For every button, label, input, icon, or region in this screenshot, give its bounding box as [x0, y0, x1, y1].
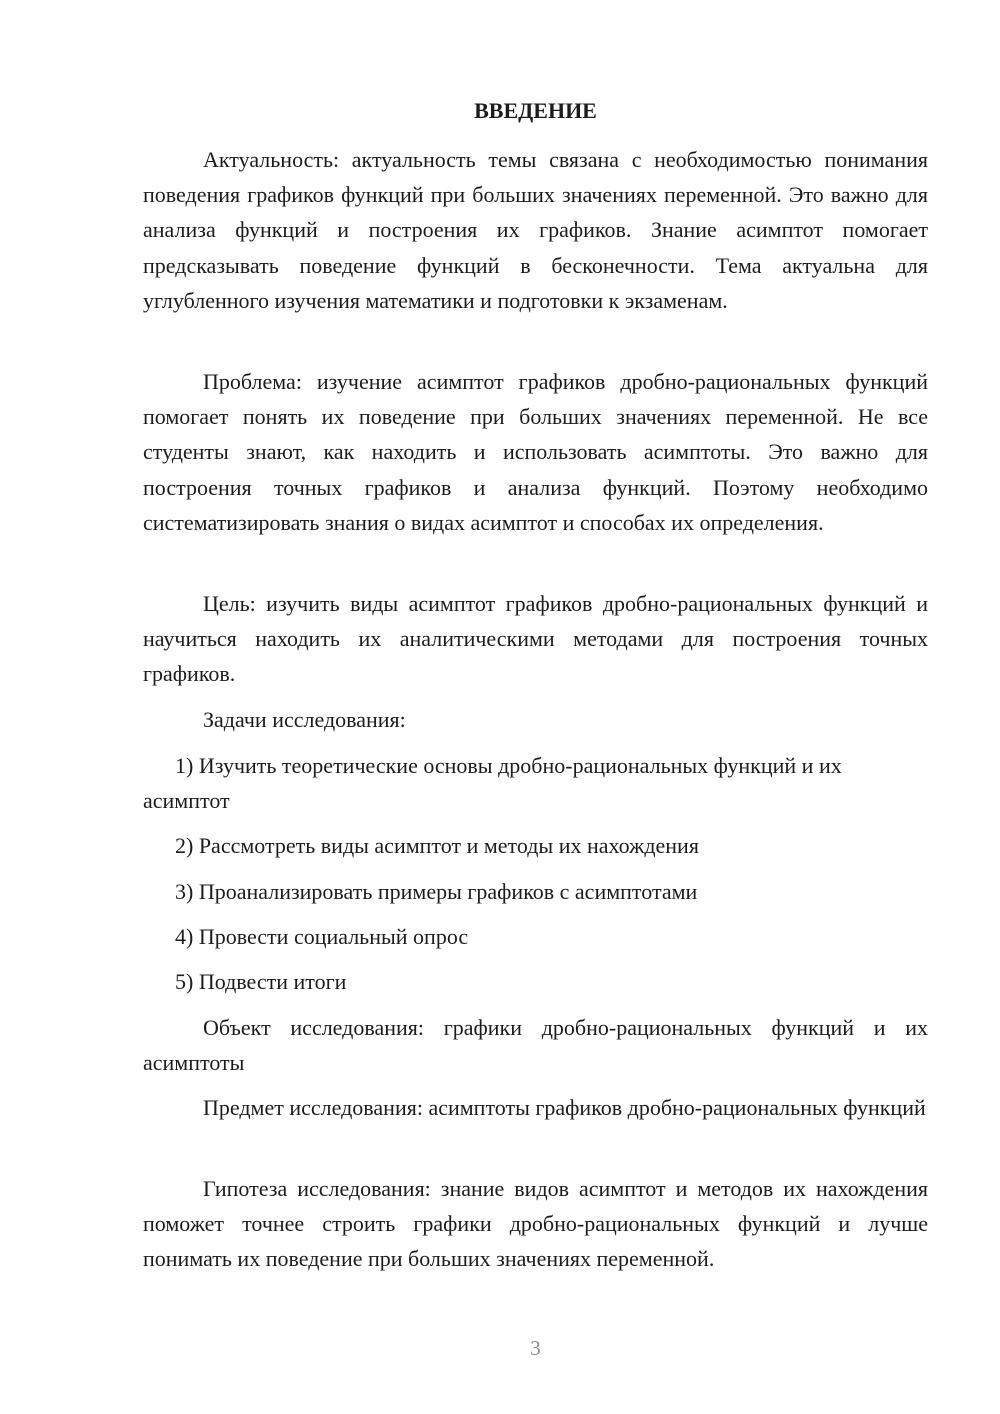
- page-number: 3: [530, 1336, 541, 1360]
- page-title: ВВЕДЕНИЕ: [474, 98, 597, 123]
- task-item-2: 2) Рассмотреть виды асимптот и методы их нахождения: [175, 833, 699, 858]
- task-item-4: 4) Провести социальный опрос: [175, 924, 469, 949]
- task-item-5: 5) Подвести итоги: [175, 969, 347, 994]
- paragraph-relevance: Актуальность: актуальность темы связана с необходимостью понимания поведения графиков функций при больших значениях переменной. Это важно для анализа функций и построения их графиков. Знание асимптот помогает предсказывать поведение функций в бесконечности. Тема актуальна для углубленного изучения математики и подготовки к экзаменам.: [143, 147, 928, 313]
- paragraph-subject: Предмет исследования: асимптоты графиков дробно-рациональных функций: [203, 1095, 926, 1120]
- paragraph-object: Объект исследования: графики дробно-рациональных функций и их асимптоты: [143, 1015, 928, 1076]
- paragraph-problem: Проблема: изучение асимптот графиков дробно-рациональных функций помогает понять их поведение при больших значениях переменной. Не все студенты знают, как находить и использовать асимптоты. Это важно для построения точных графиков и анализа функций. Поэтому необходимо систематизировать знания о видах асимптот и способах их определения.: [143, 369, 928, 535]
- tasks-heading: Задачи исследования:: [203, 707, 406, 732]
- task-item-1: 1) Изучить теоретические основы дробно-рациональных функций и их асимптот: [143, 753, 842, 814]
- task-item-3: 3) Проанализировать примеры графиков с асимптотами: [175, 879, 698, 904]
- paragraph-goal: Цель: изучить виды асимптот графиков дробно-рациональных функций и научиться находить их аналитическими методами для построения точных графиков.: [143, 591, 928, 687]
- paragraph-hypothesis: Гипотеза исследования: знание видов асимптот и методов их нахождения поможет точнее строить графики дробно-рациональных функций и лучше понимать их поведение при больших значениях переменной.: [143, 1176, 928, 1272]
